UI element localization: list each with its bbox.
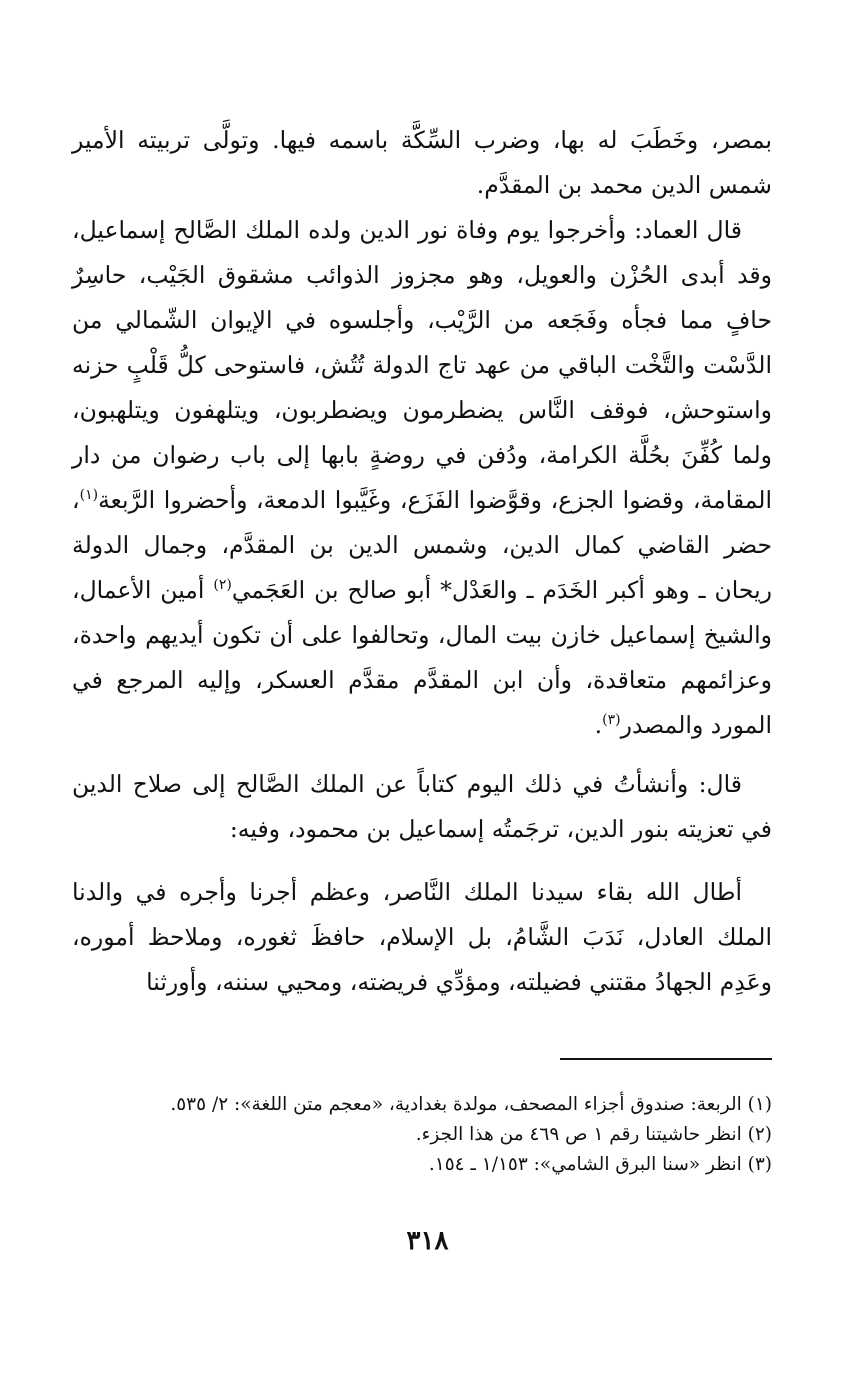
footnote-ref-2: (٢) [213,577,232,594]
page-number: ٣١٨ [406,1226,449,1256]
footnote-ref-1: (١) [79,487,99,504]
footnote-ref-3: (٣) [602,712,621,729]
footnote-separator [560,1058,772,1060]
paragraph-3: قال: وأنشأتُ في ذلك اليوم كتاباً عن الملك الصَّالح إلى صلاح الدين في تعزيته بنور الدين، ترجَمتُه إسماعيل بن محمود، وفيه: [72,770,772,843]
paragraph-2-part-c: أمين الأعمال، والشيخ إسماعيل خازن بيت المال، وتحالفوا على أن تكون أيديهم واحدة، وعزائمهم متعاقدة، وأن ابن المقدَّم مقدَّم العسكر، وإليه المرجع في المورد والمصدر [72,576,772,739]
footnote-3: (٣) انظر «سنا البرق الشامي»: ١/١٥٣ ـ ١٥٤. [428,1154,772,1175]
paragraph-4: أطال الله بقاء سيدنا الملك النَّاصر، وعظم أجرنا وأجره في والدنا الملك العادل، نَدَبَ الشَّامُ، بل الإسلام، حافظَ ثغوره، وملاحظ أموره، وعَدِم الجهادُ مقتني فضيلته، ومؤدِّي فريضته، ومحيي سننه، وأورثنا [72,878,772,996]
paragraph-2-part-b: ، حضر القاضي كمال الدين، وشمس الدين بن المقدَّم، وجمال الدولة ريحان ـ وهو أكبر الخَدَم ـ والعَدْل* أبو صالح بن العَجَمي [72,486,772,604]
paragraph-2 [72,208,772,748]
footnote-1: (١) الربعة: صندوق أجزاء المصحف، مولدة بغدادية، «معجم متن اللغة»: ٢/ ٥٣٥. [170,1094,772,1115]
footnote-2: (٢) انظر حاشيتنا رقم ١ ص ٤٦٩ من هذا الجزء. [415,1124,772,1145]
paragraph-2-part-d: . [594,711,603,739]
paragraph-1: بمصر، وخَطَبَ له بها، وضرب السِّكَّة باسمه فيها. وتولَّى تربيته الأمير شمس الدين محمد بن المقدَّم. [72,126,772,199]
paragraph-2-part-a: قال العماد: وأخرجوا يوم وفاة نور الدين ولده الملك الصَّالح إسماعيل، وقد أبدى الحُزْن والعويل، وهو مجزوز الذوائب مشقوق الجَيْب، حاسِرٌ حافٍ مما فجأه وفَجَعه من الرَّيْب، وأجلسوه في الإيوان الشّمالي من الدَّسْت والتَّخْت الباقي من عهد تاج الدولة تُتُش، فاستوحى كلُّ قَلْبٍ حزنه واستوحش، فوقف النَّاس يضطرمون ويضطربون، ويتلهفون ويتلهبون، ولما كُفِّنَ بحُلَّة الكرامة، ودُفن في روضةٍ بابها إلى باب رضوان من دار المقامة، وقضوا الجزع، وقوَّضوا الفَزَع، وغَيَّبوا الدمعة، وأحضروا الرَّبعة [72,216,772,514]
main-text [72,118,772,1005]
footnotes [80,1090,772,1180]
